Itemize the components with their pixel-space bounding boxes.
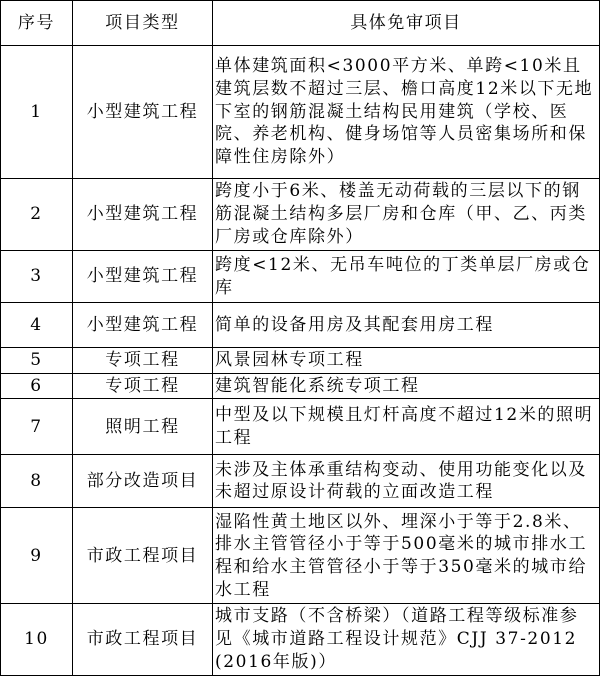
row-detail: 跨度小于6米、楼盖无动荷载的三层以下的钢筋混凝土结构多层厂房和仓库（甲、乙、丙类厂房或仓库除外）: [213, 179, 600, 251]
row-detail: 建筑智能化系统专项工程: [213, 373, 600, 399]
table-header: [1, 1, 600, 46]
table-row: [1, 508, 600, 604]
table-row: [1, 46, 600, 179]
table-body: [1, 46, 600, 676]
table-row: [1, 604, 600, 675]
row-no: 6: [1, 373, 73, 399]
col-header-detail: 具体免审项目: [213, 1, 600, 46]
row-type: 市政工程项目: [73, 604, 213, 675]
row-detail: 未涉及主体承重结构变动、使用功能变化以及未超过原设计荷载的立面改造工程: [213, 455, 600, 508]
row-type: 小型建筑工程: [73, 179, 213, 251]
row-type: 小型建筑工程: [73, 46, 213, 179]
row-no: 1: [1, 46, 73, 179]
row-detail: 风景园林专项工程: [213, 348, 600, 374]
row-no: 5: [1, 348, 73, 374]
row-type: 市政工程项目: [73, 508, 213, 604]
row-no: 8: [1, 455, 73, 508]
col-header-no: 序号: [1, 1, 73, 46]
row-type: 部分改造项目: [73, 455, 213, 508]
row-type: 专项工程: [73, 348, 213, 374]
col-header-type: 项目类型: [73, 1, 213, 46]
row-type: 照明工程: [73, 399, 213, 455]
table-row: [1, 348, 600, 374]
row-type: 小型建筑工程: [73, 303, 213, 348]
row-detail: 跨度<12米、无吊车吨位的丁类单层厂房或仓库: [213, 251, 600, 303]
row-no: 4: [1, 303, 73, 348]
row-no: 7: [1, 399, 73, 455]
row-detail: 单体建筑面积<3000平方米、单跨<10米且建筑层数不超过三层、檐口高度12米以下无地下室的钢筋混凝土结构民用建筑（学校、医院、养老机构、健身场馆等人员密集场所和保障性住房除外）: [213, 46, 600, 179]
row-detail: 城市支路（不含桥梁）（道路工程等级标准参见《城市道路工程设计规范》CJJ 37-2012(2016年版)）: [213, 604, 600, 675]
table-row: [1, 303, 600, 348]
row-detail: 湿陷性黄土地区以外、埋深小于等于2.8米、排水主管管径小于等于500毫米的城市排水工程和给水主管管径小于等于350毫米的城市给水工程: [213, 508, 600, 604]
row-no: 3: [1, 251, 73, 303]
table-row: [1, 455, 600, 508]
table-row: [1, 399, 600, 455]
row-detail: 中型及以下规模且灯杆高度不超过12米的照明工程: [213, 399, 600, 455]
row-no: 10: [1, 604, 73, 675]
table-row: [1, 179, 600, 251]
row-type: 小型建筑工程: [73, 251, 213, 303]
table-row: [1, 373, 600, 399]
row-no: 2: [1, 179, 73, 251]
header-row: [1, 1, 600, 46]
row-no: 9: [1, 508, 73, 604]
row-detail: 简单的设备用房及其配套用房工程: [213, 303, 600, 348]
row-type: 专项工程: [73, 373, 213, 399]
table-row: [1, 251, 600, 303]
